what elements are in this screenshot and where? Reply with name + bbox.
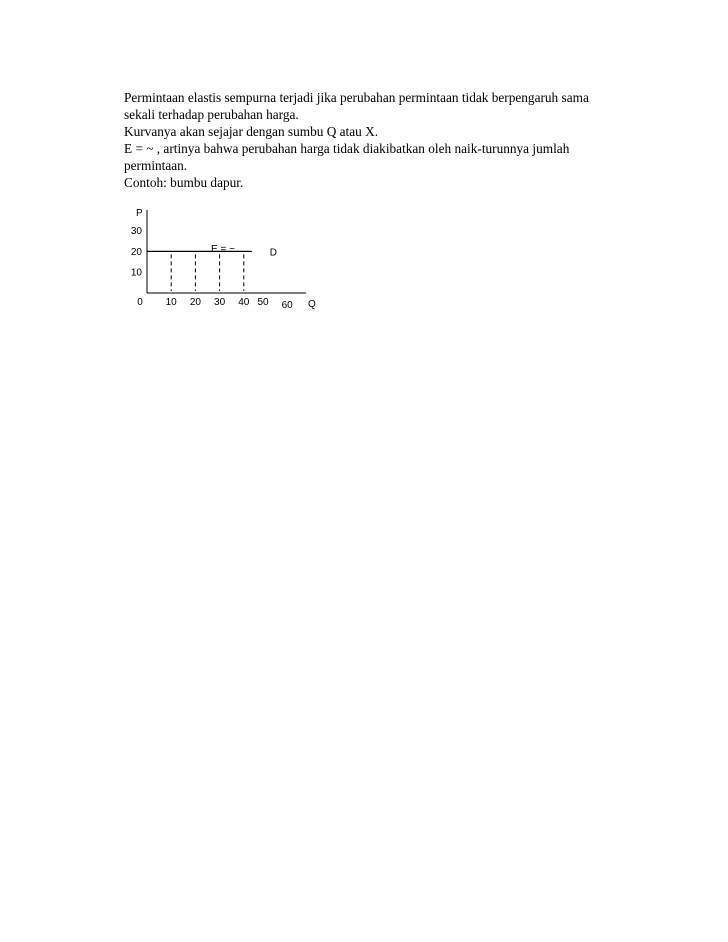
series-label-d: D [269, 247, 278, 259]
paragraph-text [124, 89, 644, 191]
x-tick-label: 10 [165, 297, 177, 308]
text-line-3: Kurvanya akan sejajar dengan sumbu Q atau X. [124, 124, 379, 139]
x-axis-label: Q [308, 299, 316, 310]
elasticity-chart [118, 202, 328, 314]
text-line-2: sekali terhadap perubahan harga. [124, 107, 299, 122]
x-tick-label: 50 [257, 297, 269, 308]
y-tick-label: 10 [130, 267, 142, 279]
text-line-4: E = ~ , artinya bahwa perubahan harga tidak diakibatkan oleh naik-turunnya jumlah [124, 141, 570, 156]
x-tick-label: 60 [281, 300, 293, 311]
text-line-5: permintaan. [124, 158, 188, 173]
y-tick-label: 20 [130, 246, 142, 258]
x-tick-label: 40 [238, 297, 250, 308]
x-tick-label: 20 [189, 297, 201, 308]
y-tick-label: 30 [130, 226, 142, 238]
x-tick-label: 30 [214, 297, 226, 308]
text-line-1: Permintaan elastis sempurna terjadi jika perubahan permintaan tidak berpengaruh sama [124, 90, 589, 105]
x-tick-label: 0 [137, 297, 143, 308]
y-axis-label: P [136, 208, 143, 219]
elasticity-annotation: E = ~ [211, 244, 235, 255]
text-line-6: Contoh: bumbu dapur. [124, 175, 244, 190]
